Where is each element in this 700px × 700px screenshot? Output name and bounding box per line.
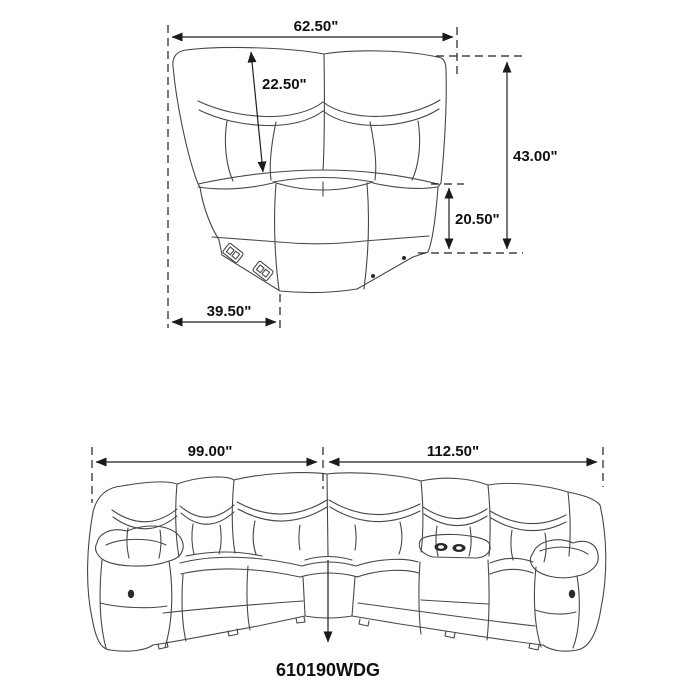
corner-side-depth-label: 39.50" (206, 303, 252, 320)
corner-overall-width-label: 62.50" (293, 18, 339, 35)
sectional-left-width-label: 99.00" (187, 443, 233, 460)
rivet-dot (371, 274, 375, 278)
sectional-sofa-drawing (88, 473, 606, 652)
corner-overall-height-label: 43.00" (513, 148, 558, 165)
rivet-dot (402, 256, 406, 260)
cupholder-icon (435, 543, 466, 552)
power-button-icon (128, 590, 134, 598)
extension-lines (168, 25, 523, 330)
connector-bracket-icon (252, 261, 274, 282)
corner-dimension-annotations (168, 25, 523, 330)
extension-lines (92, 447, 603, 503)
sectional-right-width-label: 112.50" (426, 443, 480, 460)
corner-piece-drawing (173, 47, 446, 292)
back-height-dimension-line (251, 52, 263, 172)
power-button-icon (569, 590, 575, 598)
product-sku-label: 610190WDG (275, 660, 381, 680)
corner-back-height-label: 22.50" (262, 76, 307, 93)
connector-bracket-icon (222, 243, 244, 264)
corner-seat-height-label: 20.50" (455, 211, 500, 228)
